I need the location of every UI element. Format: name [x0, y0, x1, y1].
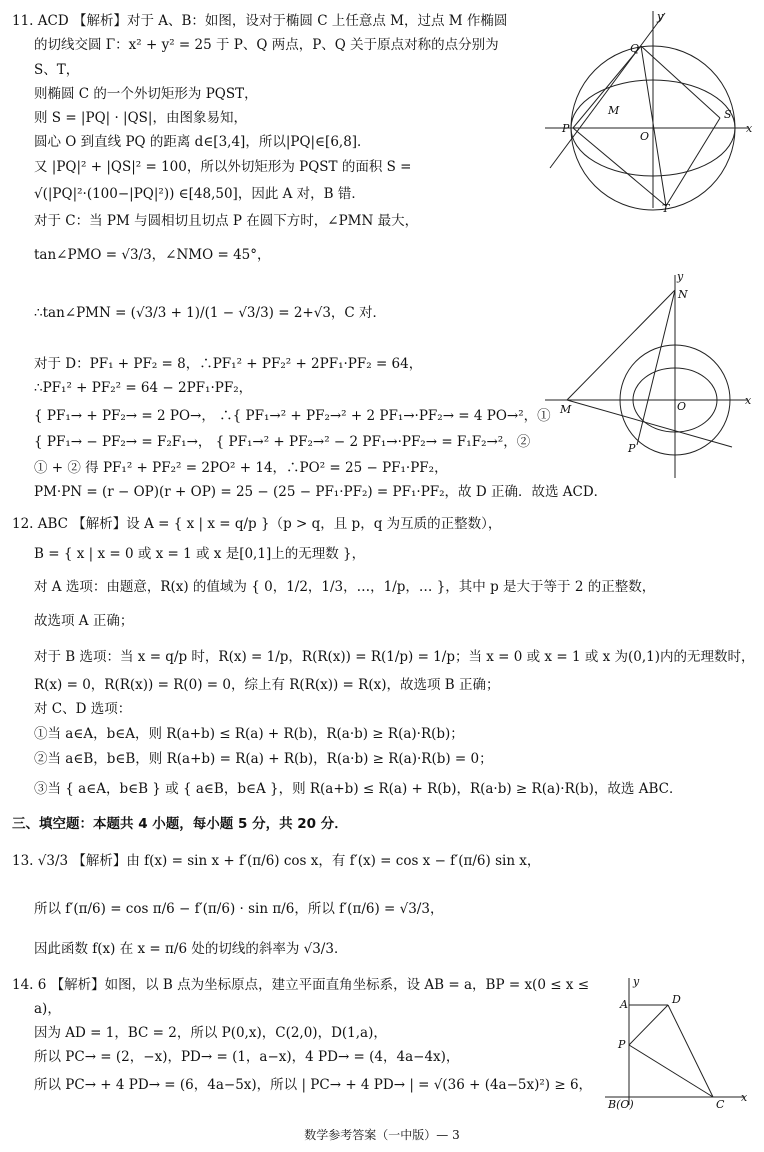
p11-line-10: tan∠PMO = √3/3，∠NMO = 45°，	[34, 247, 271, 263]
page-footer: 数学参考答案（一中版）— 3	[304, 1128, 460, 1142]
fig1-x-label: x	[746, 122, 753, 135]
fig2-o-label: O	[677, 400, 687, 413]
p14-line-2: a)，	[34, 1001, 61, 1017]
fig2-n-label: N	[678, 288, 688, 301]
p14-line-5: 所以 PC→ + 4 PD→ = (6，4a−5x)，所以 | PC→ + 4 PD→ | = √(36 + (4a−5x)²) ≥ 6，	[34, 1077, 593, 1093]
figure-angle-pmn	[540, 270, 755, 485]
fig3-x-label: x	[741, 1091, 748, 1104]
p13-line-1: 13. √3/3 【解析】由 f(x) = sin x + f′(π/6) cos x，有 f′(x) = cos x − f′(π/6) sin x，	[12, 853, 541, 869]
fig1-y-label: y	[657, 10, 664, 23]
p11-line-8: √(|PQ|²·(100−|PQ|²)) ∈[48,50]，因此 A 对，B 错．	[34, 186, 365, 202]
p11-line-4: 则椭圆 C 的一个外切矩形为 PQST，	[34, 86, 258, 102]
p12-line-4: 故选项 A 正确；	[34, 613, 134, 629]
p12-line-9: ②当 a∈B，b∈B，则 R(a+b) = R(a) + R(b)，R(a·b) ≥ R(a)·R(b) = 0；	[34, 751, 493, 767]
p14-line-4: 所以 PC→ = (2，−x)，PD→ = (1，a−x)，4 PD→ = (4，4a−4x)，	[34, 1049, 460, 1065]
p11-line-7: 又 |PQ|² + |QS|² = 100，所以外切矩形为 PQST 的面积 S =	[34, 159, 412, 175]
fig3-b-label: B(O)	[608, 1098, 634, 1110]
fig1-t-label: T	[662, 202, 670, 213]
p11-line-16: ① + ② 得 PF₁² + PF₂² = 2PO² + 14，∴PO² = 25 − PF₁·PF₂，	[34, 460, 448, 476]
p11-line-3: S、T，	[34, 62, 80, 78]
p11-line-14: { PF₁→ + PF₂→ = 2 PO→， ∴{ PF₁→² + PF₂→² + 2 PF₁→·PF₂→ = 4 PO→²，①	[34, 408, 551, 424]
p12-line-5: 对于 B 选项：当 x = q/p 时，R(x) = 1/p，R(R(x)) = R(1/p) = 1/p；当 x = 0 或 x = 1 或 x 为(0,1)内的无理数时，	[34, 649, 755, 665]
section-heading: 三、填空题：本题共 4 小题，每小题 5 分，共 20 分．	[12, 816, 348, 832]
p11-line-12: 对于 D：PF₁ + PF₂ = 8，∴PF₁² + PF₂² + 2PF₁·PF₂ = 64，	[34, 356, 423, 372]
fig3-d-label: D	[672, 993, 681, 1006]
fig3-y-label: y	[633, 975, 640, 988]
p12-line-2: B = { x | x = 0 或 x = 1 或 x 是[0,1]上的无理数 }，	[34, 546, 366, 562]
p11-line-9: 对于 C：当 PM 与圆相切且切点 P 在圆下方时，∠PMN 最大，	[34, 213, 419, 229]
fig1-p-label: P	[562, 122, 570, 135]
fig2-m-label: M	[560, 403, 572, 416]
fig2-x-label: x	[745, 394, 752, 407]
fig3-c-label: C	[716, 1098, 725, 1110]
p11-line-2: 的切线交圆 Γ：x² + y² = 25 于 P、Q 两点，P、Q 关于原点对称的点分别为	[34, 37, 499, 53]
p13-line-3: 因此函数 f(x) 在 x = π/6 处的切线的斜率为 √3/3．	[34, 941, 348, 957]
p12-line-7: 对 C、D 选项：	[34, 701, 132, 717]
p13-line-2: 所以 f′(π/6) = cos π/6 − f′(π/6) · sin π/6，所以 f′(π/6) = √3/3，	[34, 901, 444, 917]
figure-trapezoid-vectors	[600, 975, 750, 1110]
p12-line-10: ③当 { a∈A，b∈B } 或 { a∈B，b∈A }，则 R(a+b) ≤ R(a) + R(b)，R(a·b) ≥ R(a)·R(b)，故选 ABC．	[34, 781, 683, 797]
fig2-y-label: y	[677, 270, 684, 283]
fig1-o-label: O	[640, 130, 650, 143]
p12-line-1: 12. ABC 【解析】设 A = { x | x = q/p }（p > q，且 p，q 为互质的正整数），	[12, 516, 502, 532]
p11-line-17: PM·PN = (r − OP)(r + OP) = 25 − (25 − PF₁·PF₂) = PF₁·PF₂，故 D 正确．故选 ACD．	[34, 484, 608, 500]
p14-line-1: 14. 6 【解析】如图，以 B 点为坐标原点，建立平面直角坐标系，设 AB = a，BP = x(0 ≤ x ≤	[12, 977, 590, 993]
p11-line-6: 圆心 O 到直线 PQ 的距离 d∈[3,4]，所以|PQ|∈[6,8]．	[34, 134, 371, 150]
fig3-p-label: P	[618, 1038, 626, 1051]
p11-line-11: ∴tan∠PMN = (√3/3 + 1)/(1 − √3/3) = 2+√3，C 对．	[34, 305, 387, 321]
fig2-p-label: P	[628, 442, 636, 455]
fig3-a-label: A	[620, 998, 628, 1011]
p11-line-5: 则 S = |PQ| · |QS|，由图象易知，	[34, 110, 247, 126]
p11-line-13: ∴PF₁² + PF₂² = 64 − 2PF₁·PF₂，	[34, 380, 253, 396]
p14-line-3: 因为 AD = 1，BC = 2，所以 P(0,x)，C(2,0)，D(1,a)，	[34, 1025, 387, 1041]
fig1-q-label: Q	[630, 42, 640, 55]
fig1-m-label: M	[608, 104, 620, 117]
fig1-s-label: S	[724, 108, 732, 121]
figure-ellipse-circle-rectangle	[540, 8, 755, 213]
p11-line-1: 11. ACD 【解析】对于 A、B：如图，设对于椭圆 C 上任意点 M，过点 M 作椭圆	[12, 13, 508, 29]
p12-line-6: R(x) = 0，R(R(x)) = R(0) = 0，综上有 R(R(x)) = R(x)，故选项 B 正确；	[34, 677, 500, 693]
p11-line-15: { PF₁→ − PF₂→ = F₂F₁→， { PF₁→² + PF₂→² − 2 PF₁→·PF₂→ = F₁F₂→²，②	[34, 434, 531, 450]
p12-line-8: ①当 a∈A，b∈A，则 R(a+b) ≤ R(a) + R(b)，R(a·b) ≥ R(a)·R(b)；	[34, 726, 464, 742]
p12-line-3: 对 A 选项：由题意，R(x) 的值域为 { 0，1/2，1/3，…，1/p，… }，其中 p 是大于等于 2 的正整数，	[34, 579, 656, 595]
